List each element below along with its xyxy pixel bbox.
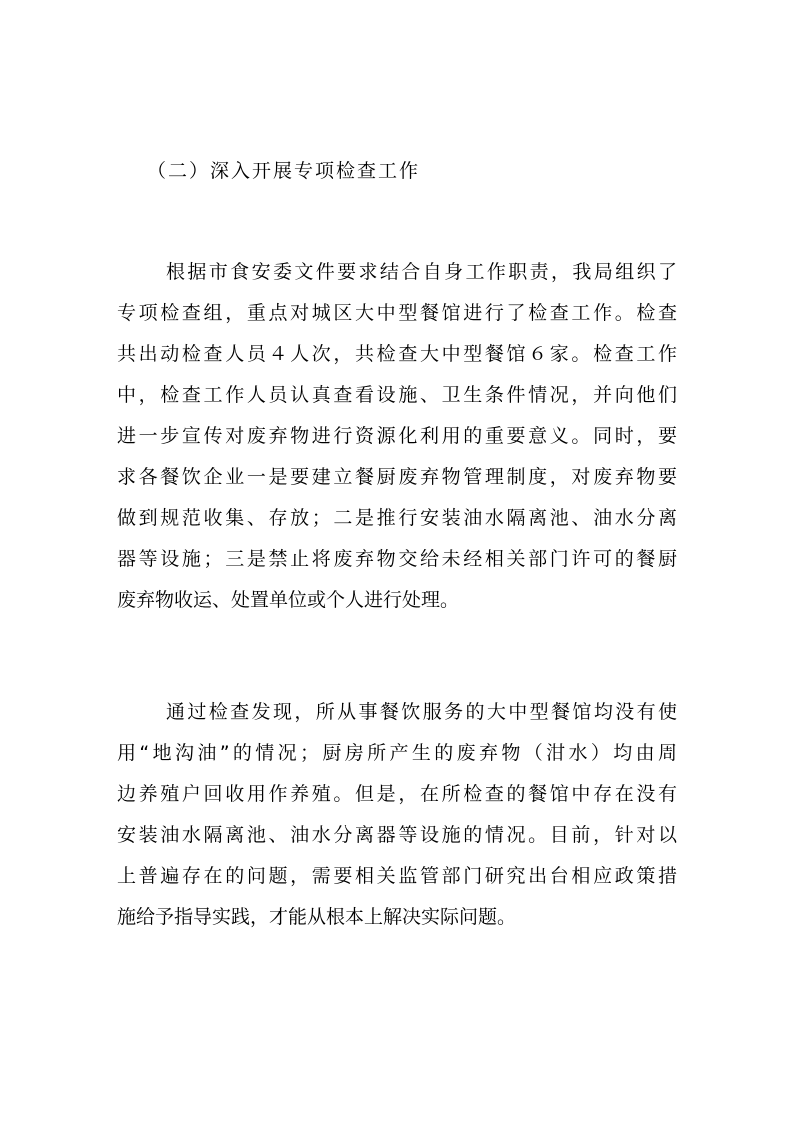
paragraph-line: 上普遍存在的问题，需要相关监管部门研究出台相应政策措 (117, 865, 677, 887)
paragraph-line: 做到规范收集、存放；二是推行安装油水隔离池、油水分离 (117, 507, 677, 529)
paragraph-line: 通过检查发现，所从事餐饮服务的大中型餐馆均没有使 (166, 701, 677, 723)
paragraph-line: 施给予指导实践，才能从根本上解决实际问题。 (117, 906, 517, 928)
paragraph-line: 器等设施；三是禁止将废弃物交给未经相关部门许可的餐厨 (117, 548, 677, 570)
paragraph-inspection-findings (117, 692, 677, 938)
paragraph-line: 用“地沟油”的情况；厨房所产生的废弃物（泔水）均由周 (117, 742, 677, 764)
paragraph-line: 进一步宣传对废弃物进行资源化利用的重要意义。同时，要 (117, 425, 677, 447)
section-heading: （二）深入开展专项检查工作 (147, 160, 421, 182)
paragraph-line: 废弃物收运、处置单位或个人进行处理。 (117, 589, 460, 611)
paragraph-line: 安装油水隔离池、油水分离器等设施的情况。目前，针对以 (117, 824, 677, 846)
paragraph-line: 共出动检查人员４人次，共检查大中型餐馆６家。检查工作 (117, 343, 677, 365)
paragraph-line: 求各餐饮企业一是要建立餐厨废弃物管理制度，对废弃物要 (117, 466, 677, 488)
paragraph-line: 根据市食安委文件要求结合自身工作职责，我局组织了 (166, 261, 677, 283)
paragraph-line: 中，检查工作人员认真查看设施、卫生条件情况，并向他们 (117, 384, 677, 406)
paragraph-line: 专项检查组，重点对城区大中型餐馆进行了检查工作。检查 (117, 302, 677, 324)
paragraph-inspection-work (117, 252, 677, 621)
paragraph-line: 边养殖户回收用作养殖。但是，在所检查的餐馆中存在没有 (117, 783, 677, 805)
